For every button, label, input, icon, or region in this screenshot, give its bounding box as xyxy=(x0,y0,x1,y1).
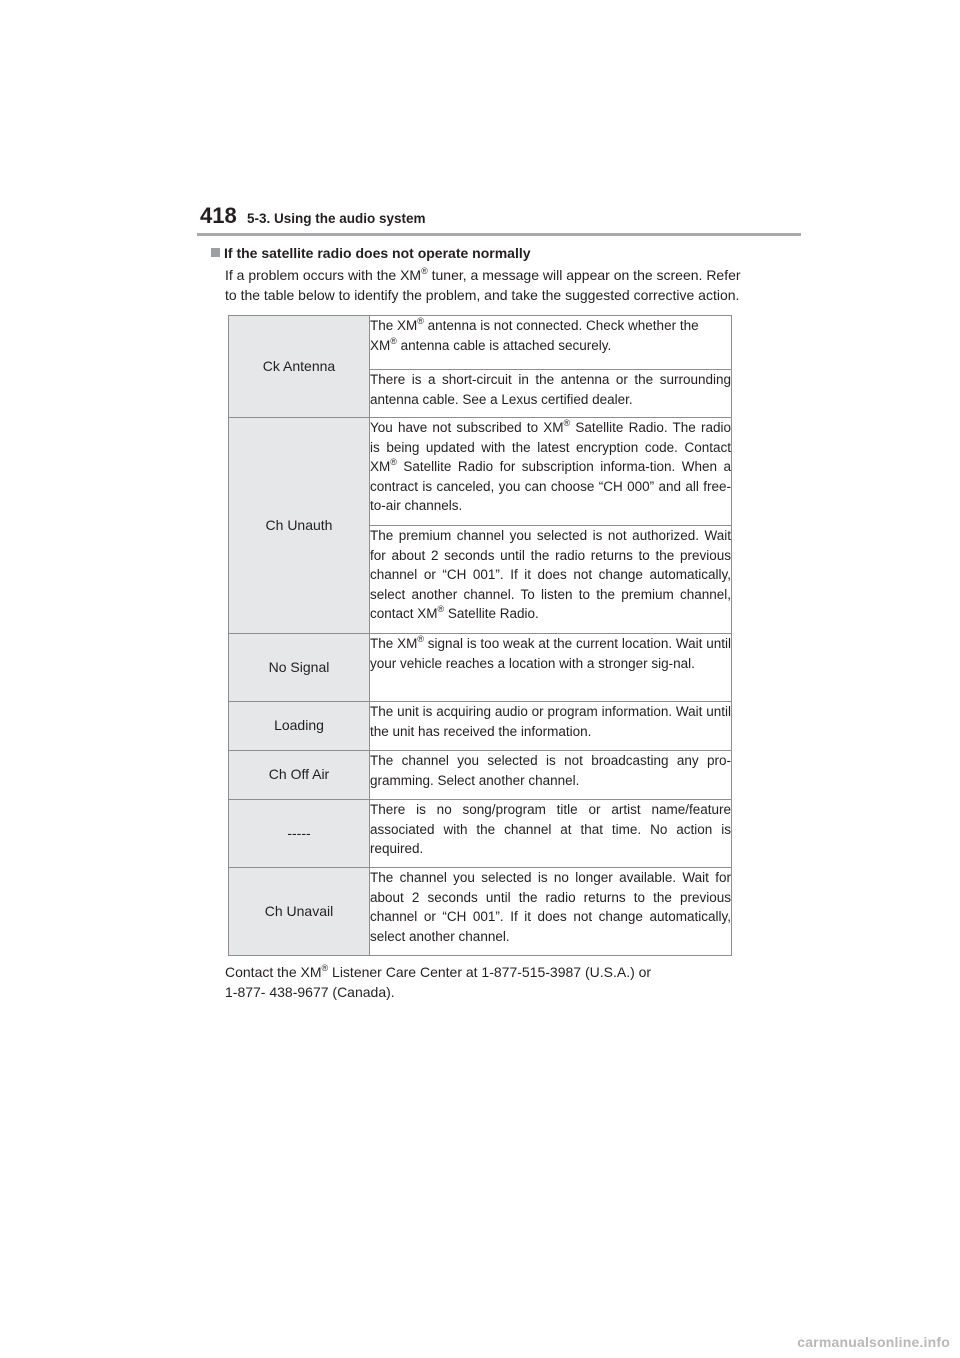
message-description xyxy=(370,418,732,526)
desc-text: You have not subscribed to XM xyxy=(370,420,564,435)
message-code: Loading xyxy=(229,702,370,751)
table-row xyxy=(229,702,732,751)
message-description: The unit is acquiring audio or program information. Wait until the unit has received the information. xyxy=(370,702,732,751)
message-description: There is no song/program title or artist name/feature associated with the channel at that time. No action is required. xyxy=(370,800,732,868)
message-code: Ch Unauth xyxy=(229,418,370,634)
header-rule xyxy=(197,233,801,236)
desc-text: signal is too weak at the current location. Wait until your vehicle reaches a location with a stronger sig-nal. xyxy=(370,636,731,671)
message-description: There is a short-circuit in the antenna or the surrounding antenna cable. See a Lexus certified dealer. xyxy=(370,370,732,418)
message-code: Ch Off Air xyxy=(229,751,370,800)
message-description xyxy=(370,526,732,634)
registered-mark: ® xyxy=(563,418,571,428)
section-heading-text: If the satellite radio does not operate normally xyxy=(224,245,531,261)
desc-text: antenna cable is attached securely. xyxy=(396,337,612,353)
desc-text: The XM xyxy=(370,318,418,333)
contact-line-1 xyxy=(225,962,651,982)
desc-text: Satellite Radio. xyxy=(444,606,539,621)
bullet-square-icon xyxy=(211,248,220,257)
registered-mark: ® xyxy=(417,634,424,644)
desc-text: Satellite Radio for subscription informa-tion. When a contract is canceled, you can choose “CH 000” and all free-to-air channels. xyxy=(370,459,731,513)
desc-text: The XM xyxy=(370,636,418,651)
contact-text: Listener Care Center at 1-877-515-3987 (U.S.A.) or xyxy=(328,964,652,980)
table-row xyxy=(229,418,732,526)
registered-mark: ® xyxy=(417,316,424,326)
message-description: The channel you selected is no longer available. Wait for about 2 seconds until the radio returns to the previous channel or “CH 001”. If it does not change automatically, select another channel. xyxy=(370,868,732,956)
table-row xyxy=(229,751,732,800)
message-table xyxy=(228,315,732,956)
registered-mark: ® xyxy=(437,604,445,614)
desc-text: Satellite Radio. The radio is being updated with the latest encryption code. Contact XM xyxy=(370,420,732,474)
message-code: Ch Unavail xyxy=(229,868,370,956)
registered-mark: ® xyxy=(390,457,397,467)
registered-mark: ® xyxy=(421,266,428,276)
page-number: 418 xyxy=(200,203,237,228)
message-description xyxy=(370,634,732,702)
contact-line-2: 1-877- 438-9677 (Canada). xyxy=(225,984,395,1000)
desc-text: XM xyxy=(370,337,391,353)
registered-mark: ® xyxy=(390,335,397,346)
message-description xyxy=(370,316,732,370)
intro-line-2: to the table below to identify the problem, and take the suggested corrective action. xyxy=(225,287,740,303)
intro-paragraph xyxy=(225,265,765,305)
intro-line-1 xyxy=(225,265,765,285)
watermark: carmanualsonline.info xyxy=(797,1334,950,1350)
table-row xyxy=(229,316,732,370)
chapter-title: 5-3. Using the audio system xyxy=(247,211,426,226)
message-description: The channel you selected is not broadcasting any pro-gramming. Select another channel. xyxy=(370,751,732,800)
desc-text: The premium channel you selected is not authorized. Wait for about 2 seconds until the radio returns to the previous channel or “CH 001”. If it does not change automatically, select another channel. To listen to the premium channel, contact XM xyxy=(370,528,731,621)
section-heading xyxy=(211,245,531,261)
message-code: Ck Antenna xyxy=(229,316,370,418)
table-row xyxy=(229,800,732,868)
intro-text: tuner, a message will appear on the screen. Refer xyxy=(427,267,741,283)
registered-mark: ® xyxy=(321,963,329,973)
desc-text: antenna is not connected. Check whether the xyxy=(423,318,699,333)
table-row xyxy=(229,868,732,956)
contact-text: Contact the XM xyxy=(225,964,322,980)
message-code: No Signal xyxy=(229,634,370,702)
message-code: ----- xyxy=(229,800,370,868)
intro-text: If a problem occurs with the XM xyxy=(225,267,422,283)
contact-paragraph xyxy=(225,962,651,1002)
table-row xyxy=(229,634,732,702)
page-header xyxy=(197,203,801,235)
